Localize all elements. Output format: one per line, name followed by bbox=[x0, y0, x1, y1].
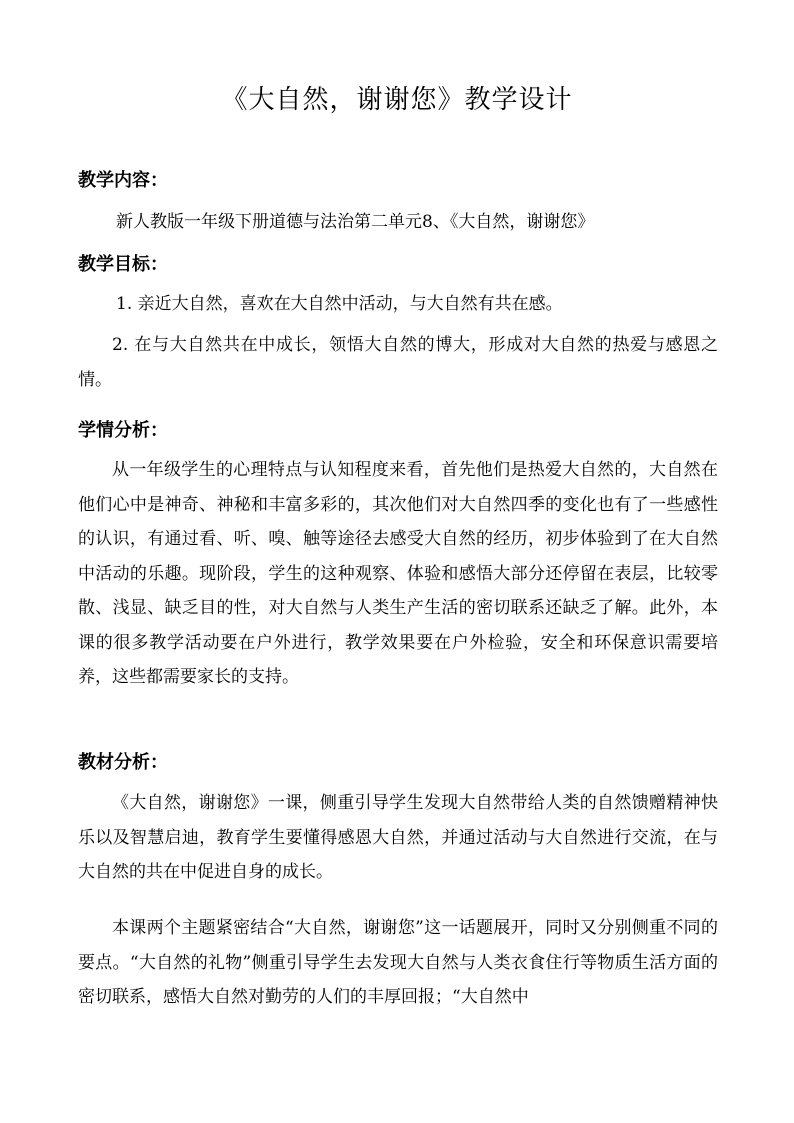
document-title: 《大自然，谢谢您》教学设计 bbox=[221, 85, 573, 115]
section-heading-goals: 教学目标： bbox=[78, 254, 168, 275]
section-heading-analysis: 学情分析： bbox=[78, 420, 168, 441]
goal-item-2: 2. 在与大自然共在中成长，领悟大自然的博大，形成对大自然的热爱与感恩之情。 bbox=[78, 335, 718, 390]
material-paragraph-2: 本课两个主题紧密结合“大自然，谢谢您”这一话题展开，同时又分别侧重不同的要点。“大自然的礼物”侧重引导学生去发现大自然与人类衣食住行等物质生活方面的密切联系，感悟大自然对勤劳的人们的丰厚回报；“大自然中 bbox=[78, 918, 718, 1007]
content-text: 新人教版一年级下册道德与法治第二单元8、《大自然，谢谢您》 bbox=[116, 212, 595, 232]
section-heading-material: 教材分析： bbox=[78, 752, 168, 773]
section-heading-content: 教学内容： bbox=[78, 170, 168, 191]
goal-item-1: 1. 亲近大自然，喜欢在大自然中活动，与大自然有共在感。 bbox=[116, 294, 563, 314]
material-paragraph-1: 《大自然，谢谢您》一课，侧重引导学生发现大自然带给人类的自然馈赠精神快乐以及智慧启迪，教育学生要懂得感恩大自然，并通过活动与大自然进行交流，在与大自然的共在中促进自身的成长。 bbox=[78, 793, 718, 882]
analysis-paragraph: 从一年级学生的心理特点与认知程度来看，首先他们是热爱大自然的，大自然在他们心中是神奇、神秘和丰富多彩的，其次他们对大自然四季的变化也有了一些感性的认识，有通过看、听、嗅、触等途径去感受大自然的经历，初步体验到了在大自然中活动的乐趣。现阶段，学生的这种观察、体验和感悟大部分还停留在表层，比较零散、浅显、缺乏目的性，对大自然与人类生产生活的密切联系还缺乏了解。此外，本课的很多教学活动要在户外进行，教学效果要在户外检验，安全和环保意识需要培养，这些都需要家长的支持。 bbox=[78, 460, 718, 687]
